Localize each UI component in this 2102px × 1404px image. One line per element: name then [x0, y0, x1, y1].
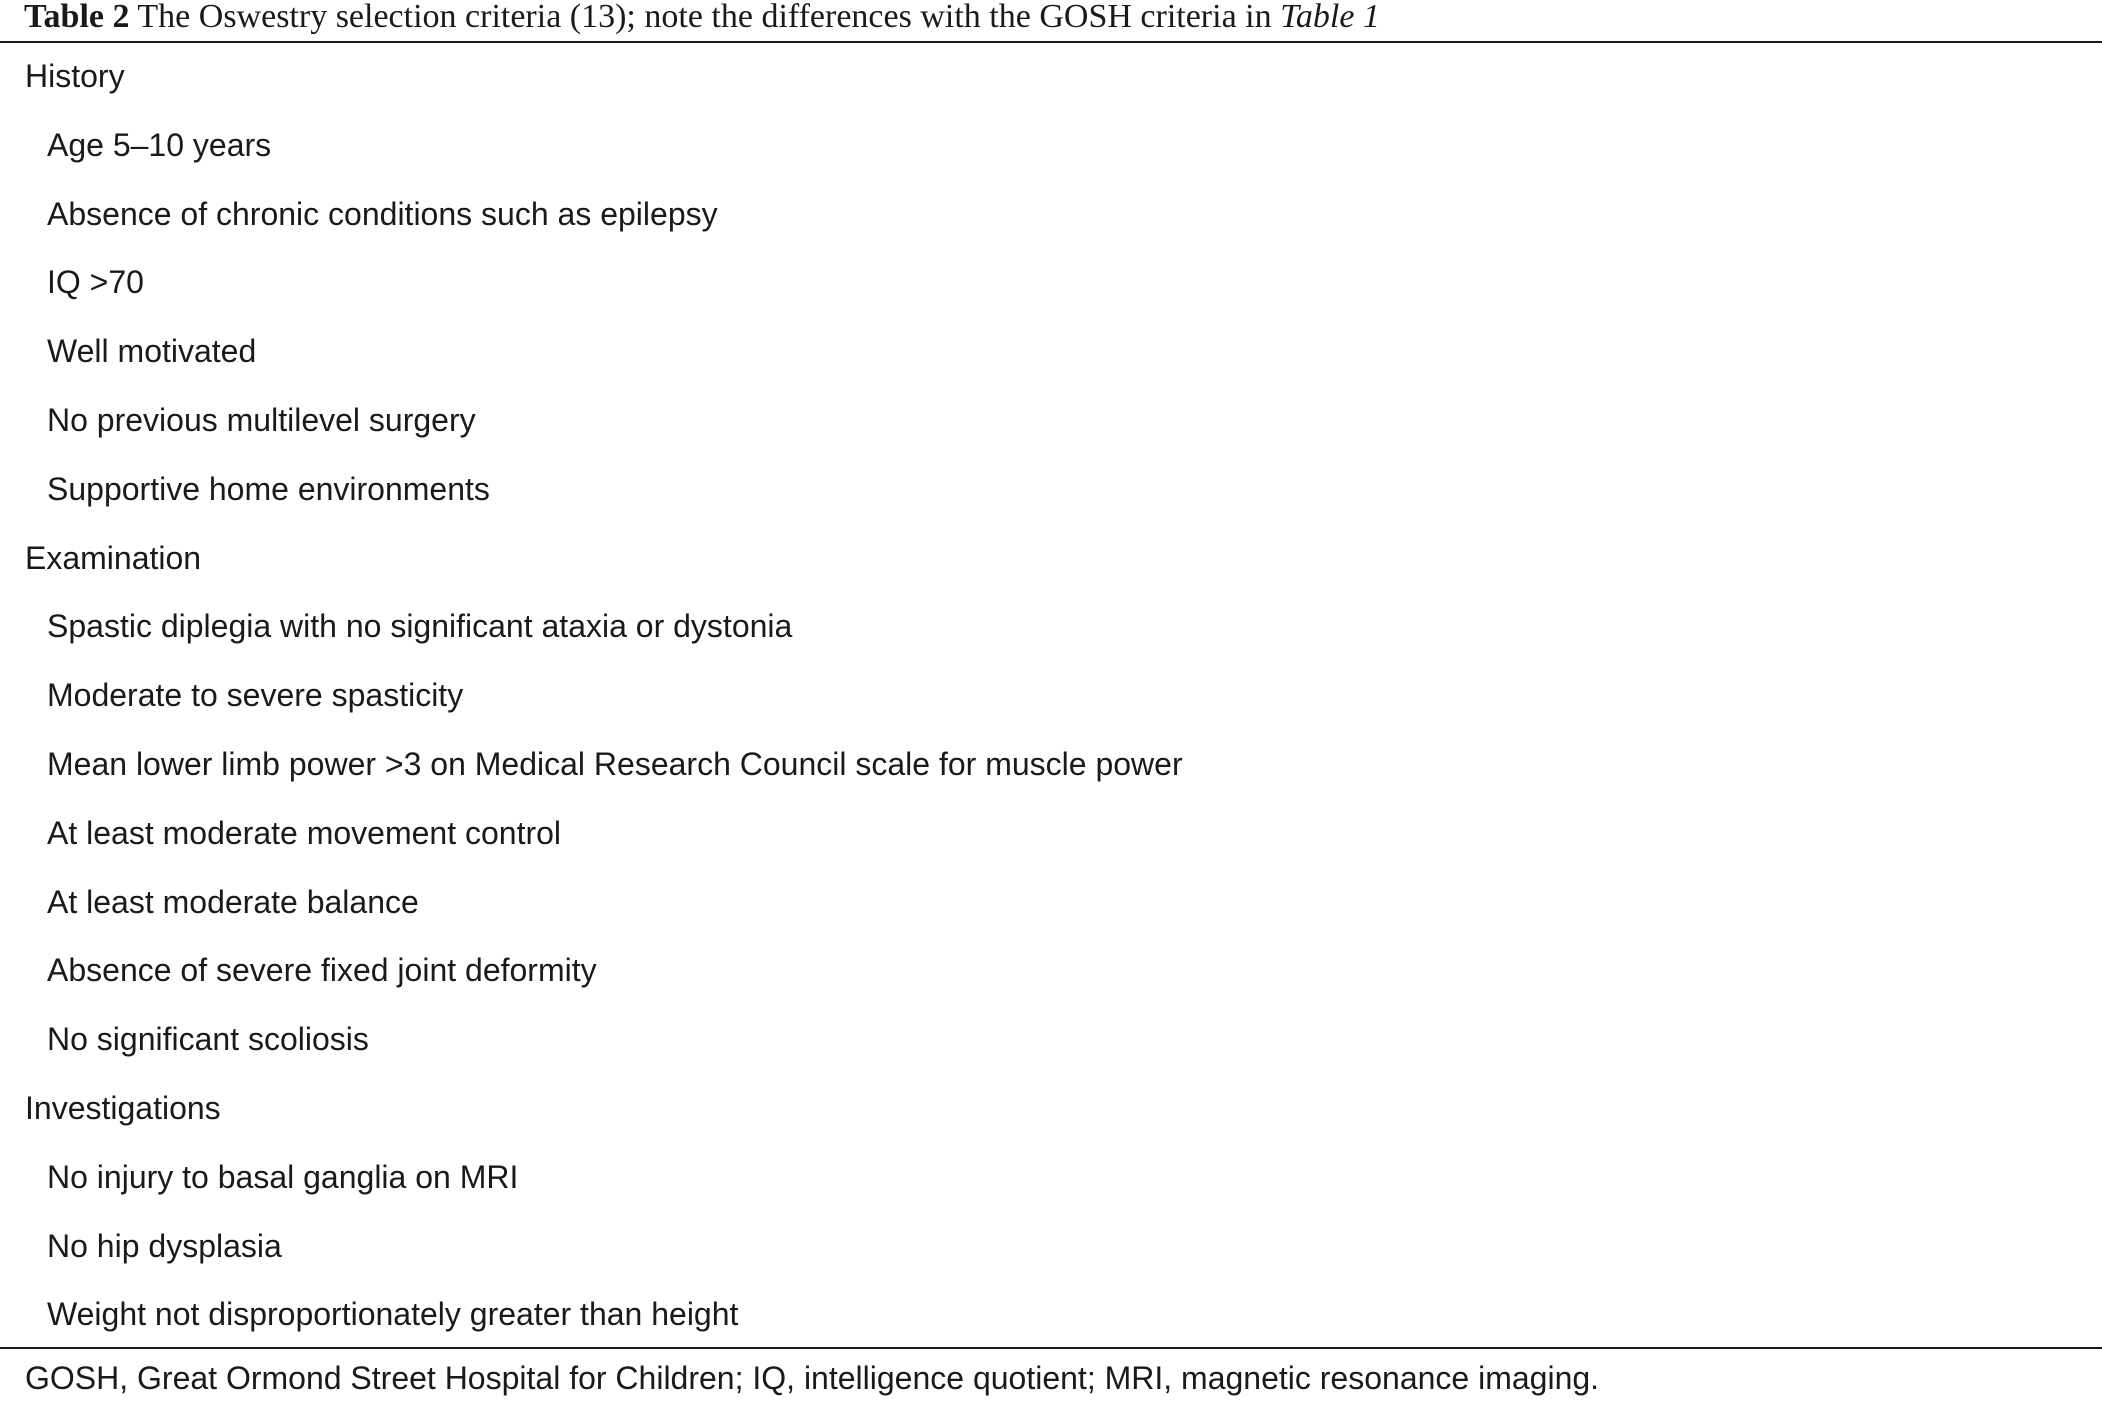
caption-text: The Oswestry selection criteria (13); note the differences with the GOSH criteria in	[129, 0, 1281, 35]
criteria-table	[0, 42, 2102, 1349]
table-row: At least moderate balance	[47, 883, 419, 920]
table-row: Absence of severe fixed joint deformity	[47, 952, 597, 989]
table-footnote: GOSH, Great Ormond Street Hospital for Children; IQ, intelligence quotient; MRI, magnetic resonance imaging.	[25, 1360, 1600, 1396]
table-row: Well motivated	[47, 333, 257, 370]
table-row: No previous multilevel surgery	[47, 401, 476, 438]
table-row: Moderate to severe spasticity	[47, 677, 464, 714]
table-row: Spastic diplegia with no significant ataxia or dystonia	[47, 608, 793, 645]
table-row: Age 5–10 years	[47, 126, 272, 163]
caption-label: Table 2	[24, 0, 130, 35]
table-caption	[24, 0, 1380, 34]
table-row: At least moderate movement control	[47, 814, 562, 851]
table-row: No injury to basal ganglia on MRI	[47, 1158, 519, 1195]
table-row: No significant scoliosis	[47, 1021, 369, 1058]
section-heading-examination: Examination	[25, 539, 202, 576]
table-row: Weight not disproportionately greater than height	[47, 1296, 739, 1333]
table-row: IQ >70	[47, 264, 144, 301]
table-row: No hip dysplasia	[47, 1227, 282, 1264]
table-row: Absence of chronic conditions such as epilepsy	[47, 195, 718, 232]
table-row: Supportive home environments	[47, 470, 490, 507]
table-row: Mean lower limb power >3 on Medical Research Council scale for muscle power	[47, 745, 1183, 782]
table-bottom-rule	[0, 1347, 2102, 1349]
section-heading-investigations: Investigations	[25, 1089, 221, 1126]
caption-table-reference: Table 1	[1280, 0, 1380, 35]
section-heading-history: History	[25, 58, 125, 94]
